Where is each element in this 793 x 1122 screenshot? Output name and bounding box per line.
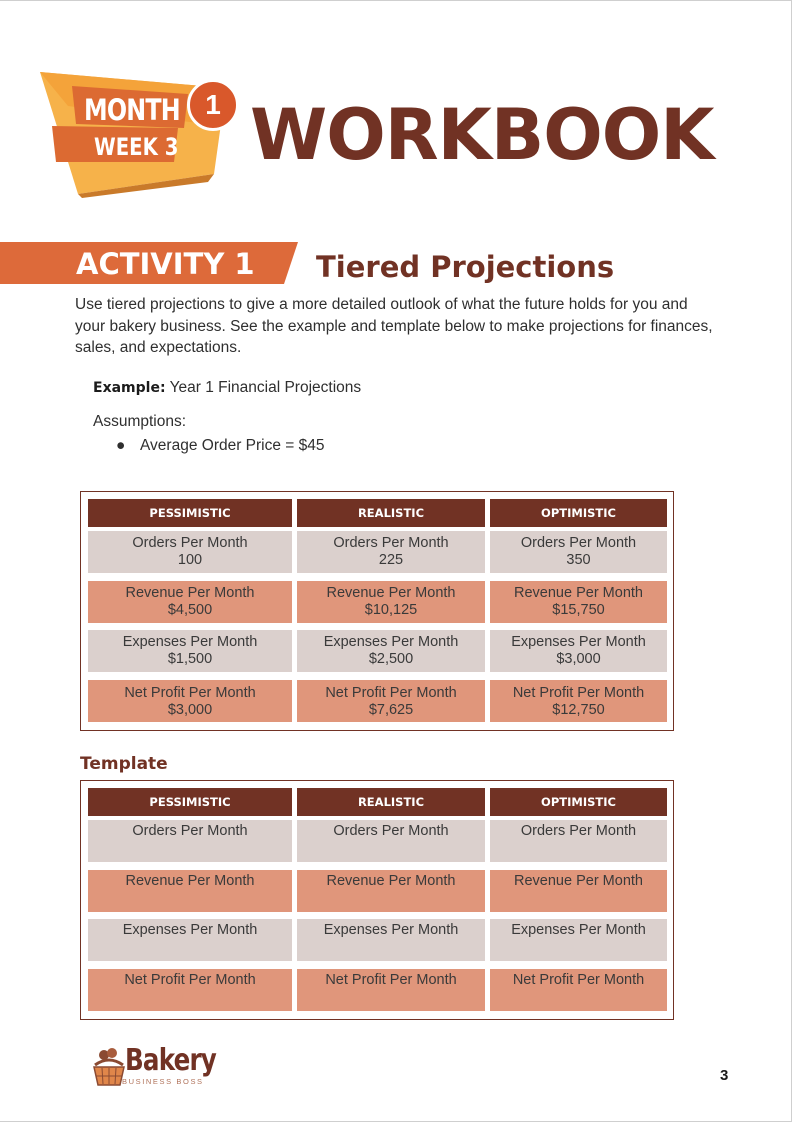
table-cell: Expenses Per Month $2,500 — [297, 630, 485, 672]
example-label: Example: — [93, 380, 166, 396]
example-table — [80, 491, 674, 731]
logo-subtitle: BUSINESS BOSS — [122, 1077, 204, 1086]
basket-icon — [92, 1045, 126, 1089]
table-cell: Revenue Per Month $15,750 — [490, 581, 667, 623]
header-pessimistic: PESSIMISTIC — [88, 788, 292, 816]
logo-name: Bakery — [125, 1043, 216, 1078]
table-cell: Net Profit Per Month $3,000 — [88, 680, 292, 722]
table-cell: Net Profit Per Month $12,750 — [490, 680, 667, 722]
activity-title: Tiered Projections — [316, 250, 615, 284]
intro-paragraph: Use tiered projections to give a more detailed outlook of what the future holds for you and your bakery business. See the example and template below to make projections for finances, sales, and expectations. — [75, 296, 713, 356]
template-input-cell[interactable]: Orders Per Month — [490, 820, 667, 862]
table-cell: Revenue Per Month $10,125 — [297, 581, 485, 623]
template-input-cell[interactable]: Revenue Per Month — [490, 870, 667, 912]
assumptions-label: Assumptions: — [93, 413, 187, 430]
badge-number: 1 — [187, 79, 239, 131]
assumption-bullet — [116, 437, 325, 455]
bullet-dot: ● — [116, 437, 126, 454]
badge-month: MONTH — [84, 93, 180, 127]
table-cell: Expenses Per Month $1,500 — [88, 630, 292, 672]
header-realistic: REALISTIC — [297, 499, 485, 527]
example-line — [93, 379, 361, 397]
header-optimistic: OPTIMISTIC — [490, 499, 667, 527]
template-input-cell[interactable]: Orders Per Month — [297, 820, 485, 862]
bakery-logo — [92, 1045, 232, 1089]
activity-label: ACTIVITY 1 — [76, 247, 255, 281]
template-input-cell[interactable]: Revenue Per Month — [297, 870, 485, 912]
template-input-cell[interactable]: Orders Per Month — [88, 820, 292, 862]
template-input-cell[interactable]: Expenses Per Month — [88, 919, 292, 961]
page-title: WORKBOOK — [250, 94, 714, 176]
header-realistic: REALISTIC — [297, 788, 485, 816]
table-cell: Orders Per Month 100 — [88, 531, 292, 573]
template-title: Template — [80, 754, 168, 774]
month-week-badge — [38, 66, 243, 201]
page-number: 3 — [720, 1067, 729, 1084]
table-cell: Orders Per Month 225 — [297, 531, 485, 573]
assumption-text: Average Order Price = $45 — [140, 437, 325, 454]
table-cell: Net Profit Per Month $7,625 — [297, 680, 485, 722]
template-input-cell[interactable]: Net Profit Per Month — [490, 969, 667, 1011]
template-input-cell[interactable]: Revenue Per Month — [88, 870, 292, 912]
template-input-cell[interactable]: Net Profit Per Month — [88, 969, 292, 1011]
template-input-cell[interactable]: Expenses Per Month — [297, 919, 485, 961]
table-cell: Revenue Per Month $4,500 — [88, 581, 292, 623]
table-cell: Expenses Per Month $3,000 — [490, 630, 667, 672]
template-table — [80, 780, 674, 1020]
header-optimistic: OPTIMISTIC — [490, 788, 667, 816]
template-input-cell[interactable]: Expenses Per Month — [490, 919, 667, 961]
template-input-cell[interactable]: Net Profit Per Month — [297, 969, 485, 1011]
header-pessimistic: PESSIMISTIC — [88, 499, 292, 527]
table-cell: Orders Per Month 350 — [490, 531, 667, 573]
example-subtitle: Year 1 Financial Projections — [169, 379, 362, 396]
badge-week: WEEK 3 — [94, 133, 179, 161]
